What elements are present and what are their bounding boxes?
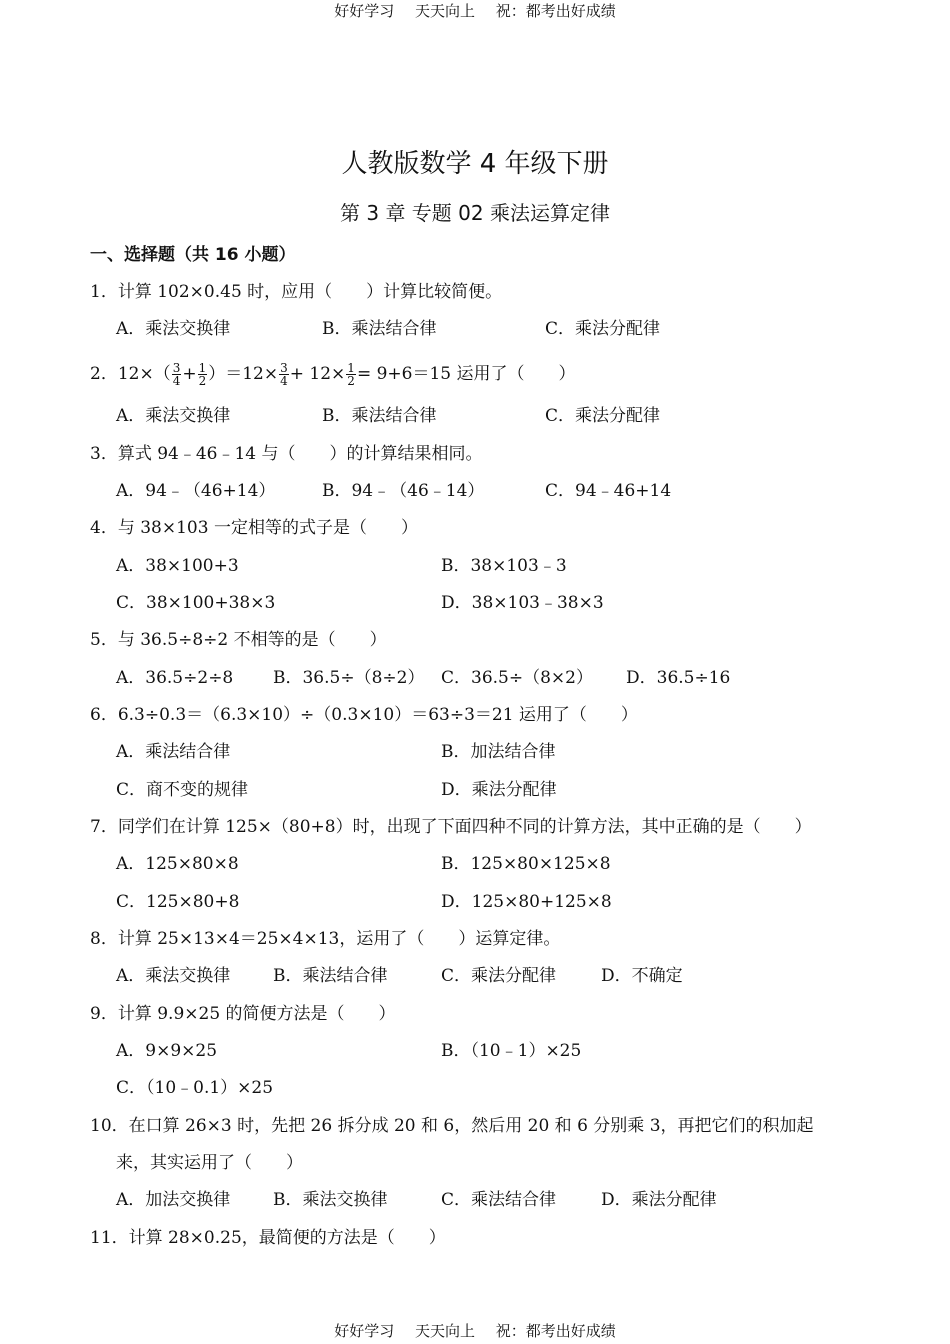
footer-text-3: 祝：都考出好成绩 bbox=[495, 1322, 616, 1340]
q6-option-a: A．乘法结合律 bbox=[116, 742, 231, 762]
q9-option-b: B．（10﹣1）×25 bbox=[441, 1041, 582, 1061]
q10-option-a: A．加法交换律 bbox=[116, 1190, 231, 1210]
q2-part-2: + bbox=[182, 364, 197, 384]
question-11: 11．计算 28×0.25，最简便的方法是（ ） bbox=[90, 1228, 446, 1248]
q8-option-b: B．乘法结合律 bbox=[273, 966, 388, 986]
fraction bbox=[198, 362, 208, 387]
q10-option-d: D．乘法分配律 bbox=[601, 1190, 717, 1210]
q8-option-c: C．乘法分配律 bbox=[441, 966, 557, 986]
denominator: 2 bbox=[198, 374, 207, 388]
numerator: 3 bbox=[280, 361, 288, 375]
question-6: 6．6.3÷0.3＝（6.3×10）÷（0.3×10）＝63÷3＝21 运用了（ ） bbox=[90, 705, 638, 725]
q8-option-a: A．乘法交换律 bbox=[116, 966, 231, 986]
q5-option-a: A．36.5÷2÷8 bbox=[116, 668, 234, 688]
header-text-2: 天天向上 bbox=[414, 2, 475, 20]
q6-option-b: B．加法结合律 bbox=[441, 742, 556, 762]
q1-option-b: B．乘法结合律 bbox=[322, 319, 437, 339]
q10-option-b: B．乘法交换律 bbox=[273, 1190, 388, 1210]
q2-part-5: = 9+6＝15 运用了（ ） bbox=[356, 364, 576, 384]
q3-option-b: B．94﹣（46﹣14） bbox=[322, 481, 485, 501]
document-subtitle: 第 3 章 专题 02 乘法运算定律 bbox=[340, 201, 610, 225]
question-9: 9．计算 9.9×25 的简便方法是（ ） bbox=[90, 1004, 396, 1024]
page-header bbox=[0, 0, 950, 21]
denominator: 4 bbox=[172, 374, 181, 388]
header-text-1: 好好学习 bbox=[334, 2, 395, 20]
footer-text-1: 好好学习 bbox=[334, 1322, 395, 1340]
q2-option-c: C．乘法分配律 bbox=[545, 406, 661, 426]
denominator: 4 bbox=[280, 374, 288, 388]
question-1: 1．计算 102×0.45 时，应用（ ）计算比较简便。 bbox=[90, 282, 503, 302]
q5-option-c: C．36.5÷（8×2） bbox=[441, 668, 593, 688]
q9-option-a: A．9×9×25 bbox=[116, 1041, 218, 1061]
q1-option-a: A．乘法交换律 bbox=[116, 319, 231, 339]
denominator: 2 bbox=[347, 374, 355, 388]
numerator: 3 bbox=[172, 361, 181, 375]
q6-option-c: C．商不变的规律 bbox=[116, 780, 249, 800]
q5-option-b: B．36.5÷（8÷2） bbox=[273, 668, 425, 688]
q2-part-1: 2．12×（ bbox=[90, 364, 171, 384]
question-10-line-2: 来，其实运用了（ ） bbox=[116, 1153, 303, 1173]
q3-option-a: A．94﹣（46+14） bbox=[116, 481, 276, 501]
header-text-3: 祝：都考出好成绩 bbox=[495, 2, 616, 20]
q8-option-d: D．不确定 bbox=[601, 966, 683, 986]
q4-option-d: D．38×103﹣38×3 bbox=[441, 593, 604, 613]
fraction bbox=[172, 362, 182, 387]
q7-option-d: D．125×80+125×8 bbox=[441, 892, 612, 912]
numerator: 1 bbox=[347, 361, 355, 375]
question-5: 5．与 36.5÷8÷2 不相等的是（ ） bbox=[90, 630, 387, 650]
q7-option-b: B．125×80×125×8 bbox=[441, 854, 611, 874]
section-heading: 一、选择题（共 16 小题） bbox=[90, 245, 296, 265]
q5-option-d: D．36.5÷16 bbox=[626, 668, 731, 688]
question-3: 3．算式 94﹣46﹣14 与（ ）的计算结果相同。 bbox=[90, 444, 483, 464]
fraction bbox=[346, 362, 356, 387]
page-footer bbox=[0, 1320, 950, 1341]
q10-option-c: C．乘法结合律 bbox=[441, 1190, 557, 1210]
q4-option-a: A．38×100+3 bbox=[116, 556, 239, 576]
q2-part-4: + 12× bbox=[289, 364, 346, 384]
numerator: 1 bbox=[198, 361, 207, 375]
fraction bbox=[279, 362, 289, 387]
question-10-line-1: 10．在口算 26×3 时，先把 26 拆分成 20 和 6，然后用 20 和 6 分别乘 3，再把它们的积加起 bbox=[90, 1116, 814, 1136]
q2-part-3: ）＝12× bbox=[208, 364, 279, 384]
q4-option-c: C．38×100+38×3 bbox=[116, 593, 276, 613]
question-7: 7．同学们在计算 125×（80+8）时，出现了下面四种不同的计算方法，其中正确的是（ ） bbox=[90, 817, 812, 837]
q3-option-c: C．94﹣46+14 bbox=[545, 481, 672, 501]
document-title: 人教版数学 4 年级下册 bbox=[341, 149, 609, 179]
q4-option-b: B．38×103﹣3 bbox=[441, 556, 567, 576]
q9-option-c: C．（10﹣0.1）×25 bbox=[116, 1078, 274, 1098]
q6-option-d: D．乘法分配律 bbox=[441, 780, 557, 800]
question-2 bbox=[90, 362, 576, 387]
q1-option-c: C．乘法分配律 bbox=[545, 319, 661, 339]
footer-text-2: 天天向上 bbox=[414, 1322, 475, 1340]
q7-option-c: C．125×80+8 bbox=[116, 892, 240, 912]
q7-option-a: A．125×80×8 bbox=[116, 854, 239, 874]
q2-option-a: A．乘法交换律 bbox=[116, 406, 231, 426]
q2-option-b: B．乘法结合律 bbox=[322, 406, 437, 426]
question-8: 8．计算 25×13×4＝25×4×13，运用了（ ）运算定律。 bbox=[90, 929, 561, 949]
question-4: 4．与 38×103 一定相等的式子是（ ） bbox=[90, 518, 418, 538]
